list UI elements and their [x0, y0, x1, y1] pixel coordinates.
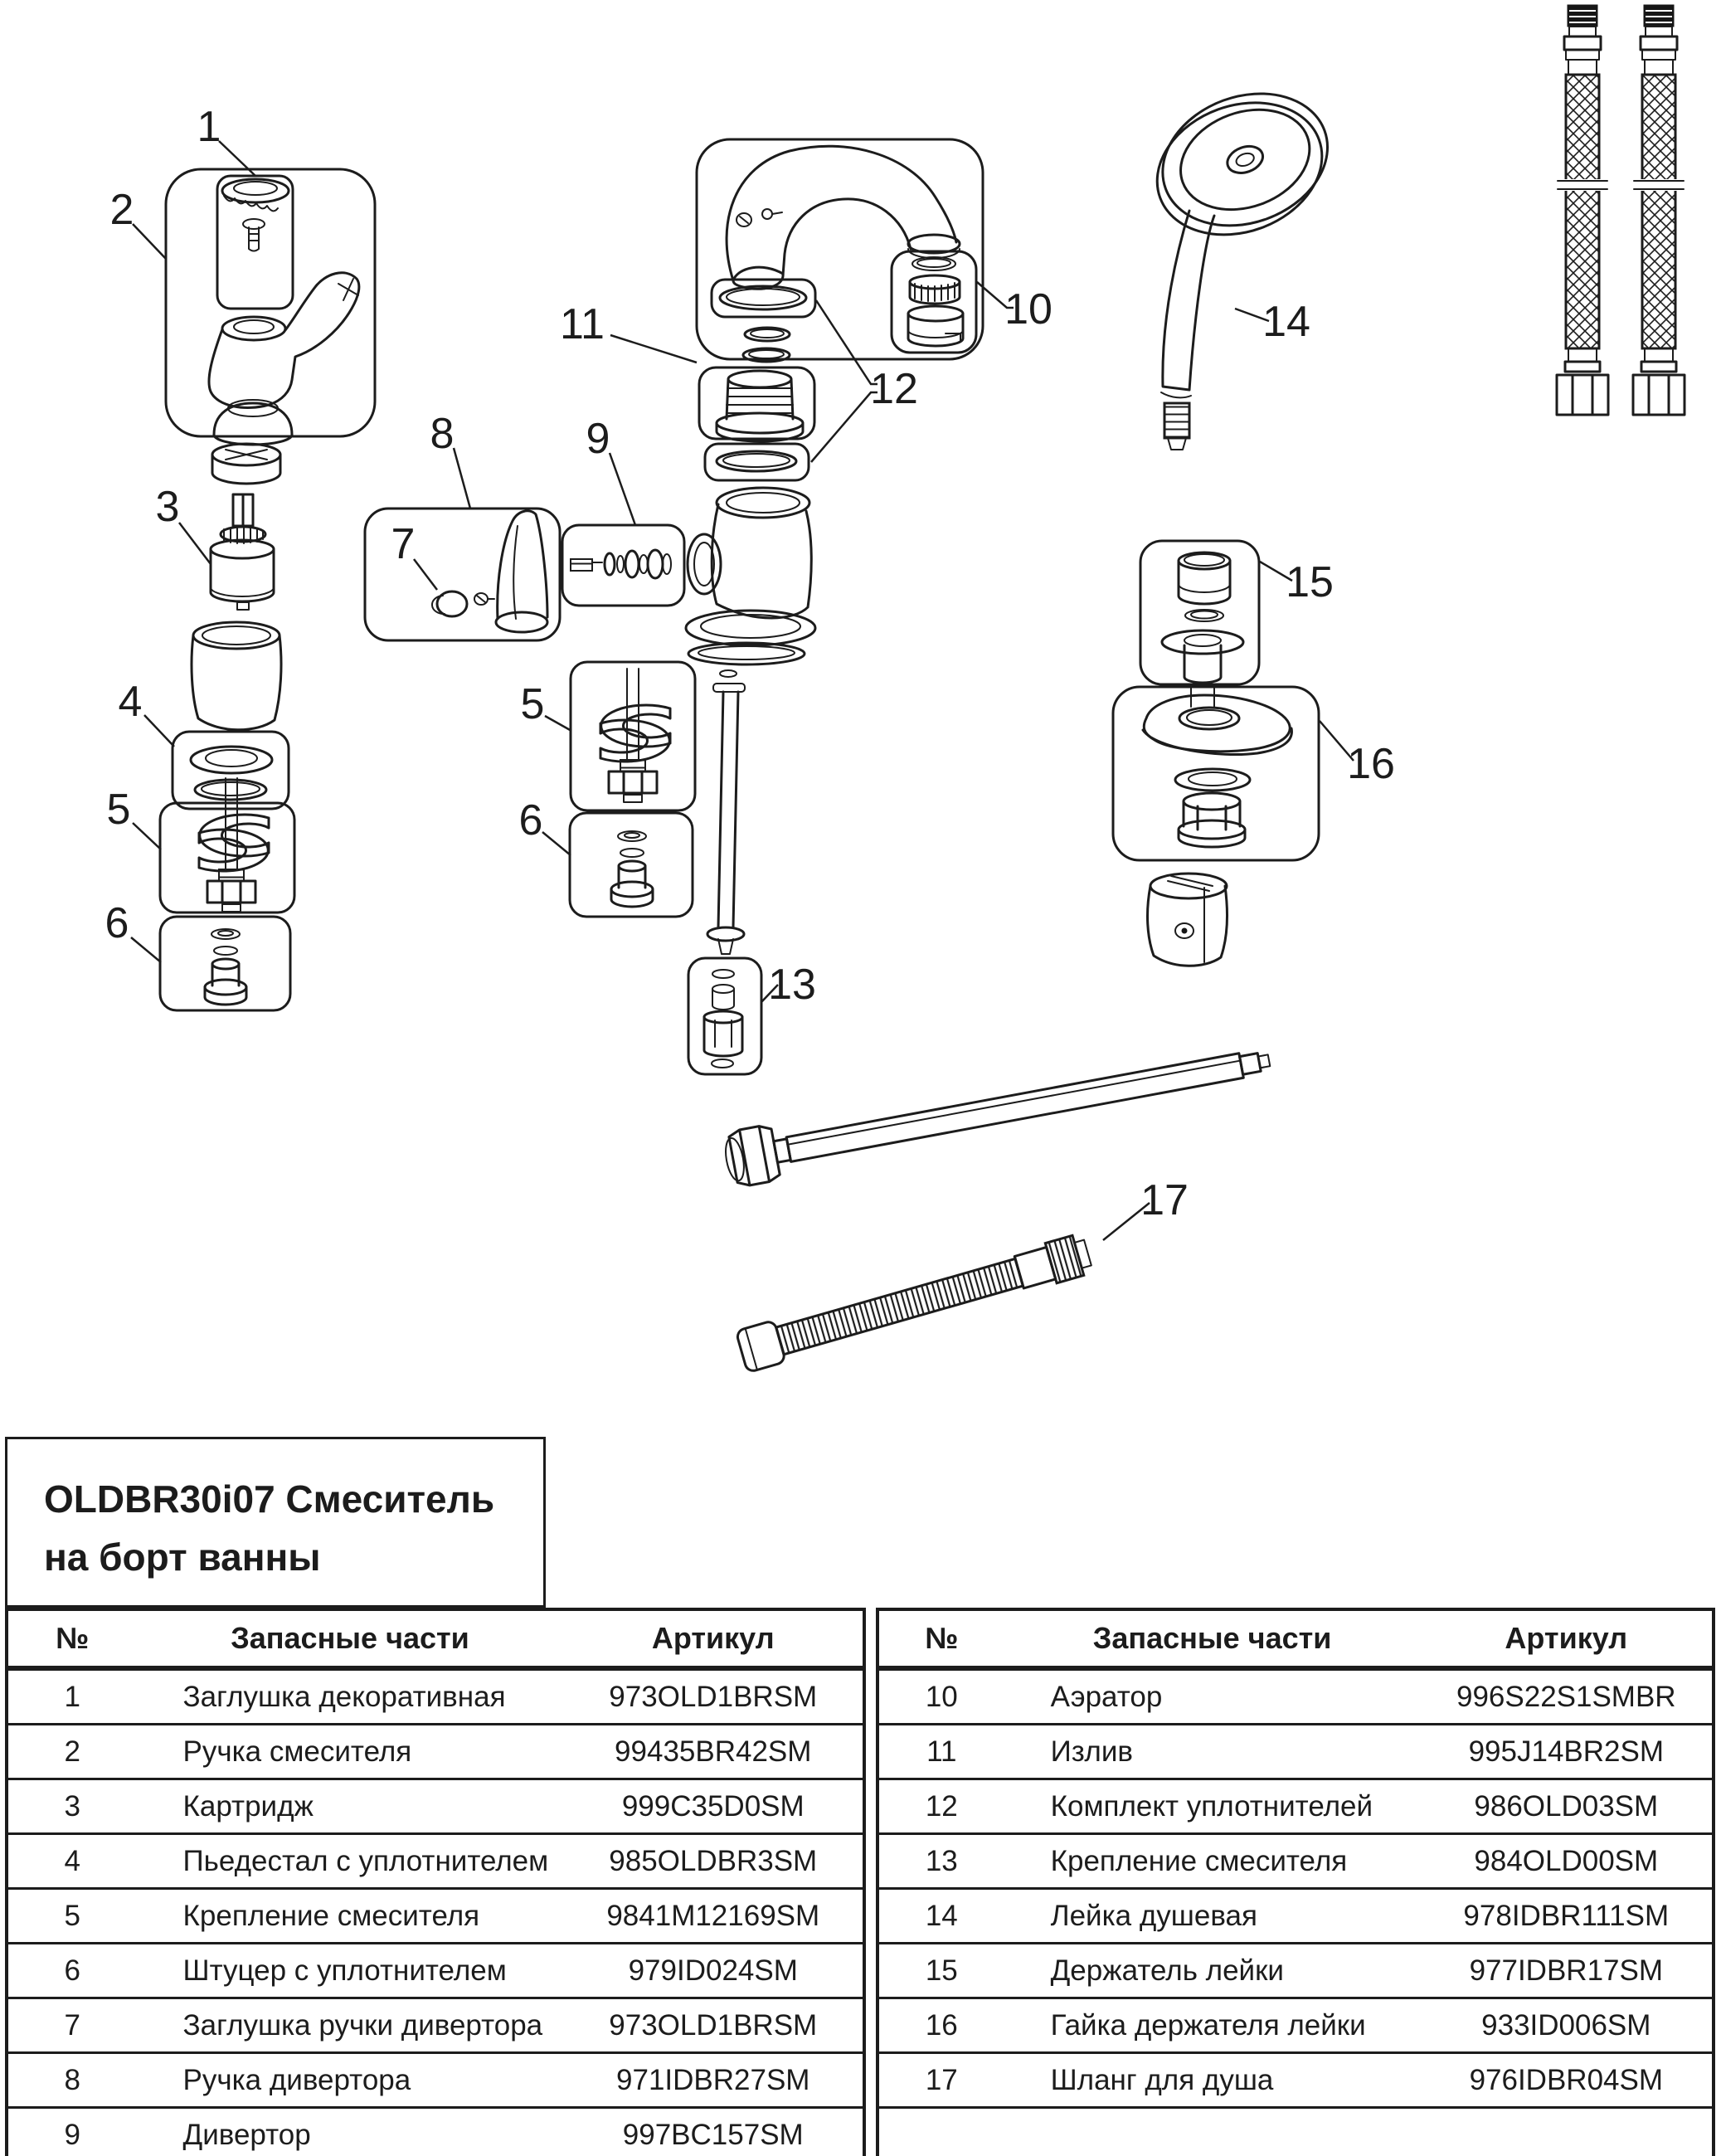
callout-box-16 — [1113, 687, 1319, 860]
callout-box-6-middle — [570, 813, 693, 917]
aerator-drawing — [908, 257, 963, 346]
parts-table-left — [5, 1608, 866, 2156]
fastening-parts-drawing — [704, 970, 742, 1068]
seal-rings-small-drawing — [743, 328, 790, 362]
table-row — [879, 2109, 1712, 2156]
header-article: Артикул — [651, 1621, 775, 1655]
callout-number-12: 12 — [870, 365, 918, 414]
callout-number-6: 6 — [518, 796, 543, 845]
table-row: 8 Ручка дивертора 971IDBR27SM — [8, 2054, 863, 2109]
callout-number-2: 2 — [109, 186, 134, 235]
braided-hoses-group — [1557, 5, 1685, 415]
divertor-cartridge-drawing — [571, 550, 671, 578]
callout-number-11: 11 — [560, 300, 605, 349]
shower-hose-drawing — [736, 1232, 1094, 1373]
callout-number-5: 5 — [106, 786, 131, 835]
table-row: 1 Заглушка декоративная 973OLD1BRSM — [8, 1671, 863, 1725]
table-header — [8, 1611, 863, 1671]
table-row: 2 Ручка смесителя 99435BR42SM — [8, 1725, 863, 1780]
fitting-assembly-drawing — [205, 929, 246, 1005]
callout-number-9: 9 — [586, 415, 610, 464]
table-row: 7 Заглушка ручки дивертора 973OLD1BRSM — [8, 1999, 863, 2054]
table-row: 13 Крепление смесителя 984OLD00SM — [879, 1835, 1712, 1890]
header-parts: Запасные части — [1092, 1621, 1332, 1655]
product-title-line2: на борт ванны — [44, 1535, 321, 1579]
header-parts: Запасные части — [231, 1621, 469, 1655]
header-num: № — [56, 1621, 90, 1655]
shower-group — [1113, 71, 1349, 966]
seal-ring-thin-drawing — [717, 451, 796, 471]
supply-hose-drawing — [722, 1033, 1274, 1189]
table-row: 12 Комплект уплотнителей 986OLD03SM — [879, 1780, 1712, 1835]
table-row: 6 Штуцер с уплотнителем 979ID024SM — [8, 1944, 863, 1999]
handle-assembly-group — [160, 169, 375, 1010]
shower-handle-drawing — [1161, 211, 1214, 450]
table-row: 9 Дивертор 997BC157SM — [64, 2118, 804, 2151]
table-row: 10 Аэратор 996S22S1SMBR — [879, 1671, 1712, 1725]
table-body-left — [8, 1671, 863, 2156]
divertor-cap-drawing — [432, 591, 494, 616]
callout-number-5: 5 — [520, 680, 545, 729]
table-body-right — [879, 1671, 1712, 2156]
divertor-group — [365, 488, 1274, 1373]
callout-number-1: 1 — [197, 103, 221, 152]
header-article: Артикул — [1505, 1621, 1628, 1655]
callout-box-5-left — [160, 803, 294, 913]
mixer-body-left-drawing — [192, 622, 281, 730]
table-row: 17 Шланг для душа 976IDBR04SM — [879, 2054, 1712, 2109]
product-title-box — [5, 1437, 546, 1608]
table-header — [879, 1611, 1712, 1671]
product-title-line1: OLDBR30i07 Смеситель — [44, 1477, 495, 1521]
callout-number-10: 10 — [1004, 285, 1053, 334]
callout-box-4 — [173, 732, 289, 809]
table-row: 5 Крепление смесителя 9841M12169SM — [8, 1890, 863, 1944]
table-row: 3 Картридж 999C35D0SM — [8, 1780, 863, 1835]
holder-parts-drawing — [1162, 552, 1243, 683]
table-row: 16 Гайка держателя лейки 933ID006SM — [879, 1999, 1712, 2054]
callout-number-14: 14 — [1262, 298, 1310, 347]
mixer-body-middle-drawing — [688, 488, 811, 618]
callout-number-17: 17 — [1140, 1176, 1189, 1225]
callout-box-11 — [697, 139, 983, 359]
callout-number-4: 4 — [118, 678, 143, 727]
callout-number-16: 16 — [1347, 740, 1395, 789]
threaded-adapter-drawing — [717, 371, 803, 441]
table-row: 15 Держатель лейки 977IDBR17SM — [879, 1944, 1712, 1999]
header-num: № — [925, 1621, 959, 1655]
braided-hose-2 — [1633, 5, 1685, 415]
shower-head-drawing — [1136, 71, 1349, 257]
callout-number-8: 8 — [430, 410, 455, 459]
callout-number-6: 6 — [105, 899, 129, 948]
table-row: 11 Излив 995J14BR2SM — [879, 1725, 1712, 1780]
divertor-handle-drawing — [496, 511, 547, 632]
spout-drawing — [727, 146, 960, 289]
pedestal-ring-drawing — [212, 444, 280, 484]
hose-connector-barrel-drawing — [1148, 874, 1228, 966]
holder-bracket-drawing — [1143, 685, 1291, 847]
pedestal-seals-drawing — [191, 747, 272, 800]
table-row: 14 Лейка душевая 978IDBR111SM — [879, 1890, 1712, 1944]
parts-table-right — [876, 1608, 1715, 2156]
callout-number-3: 3 — [155, 483, 180, 532]
braided-hose-1 — [1557, 5, 1608, 415]
callout-box-1 — [217, 176, 293, 309]
cartridge-drawing — [211, 494, 274, 610]
body-seal-rings-drawing — [686, 611, 815, 664]
callout-box-15 — [1140, 541, 1259, 684]
callout-number-13: 13 — [768, 961, 816, 1010]
callout-number-15: 15 — [1286, 558, 1334, 607]
callout-box-5-middle — [571, 662, 695, 810]
callout-number-7: 7 — [391, 520, 416, 569]
table-row: 4 Пьедестал с уплотнителем 985OLDBR3SM — [8, 1835, 863, 1890]
connecting-pipe-drawing — [707, 670, 745, 954]
callout-box-12c — [705, 444, 809, 480]
